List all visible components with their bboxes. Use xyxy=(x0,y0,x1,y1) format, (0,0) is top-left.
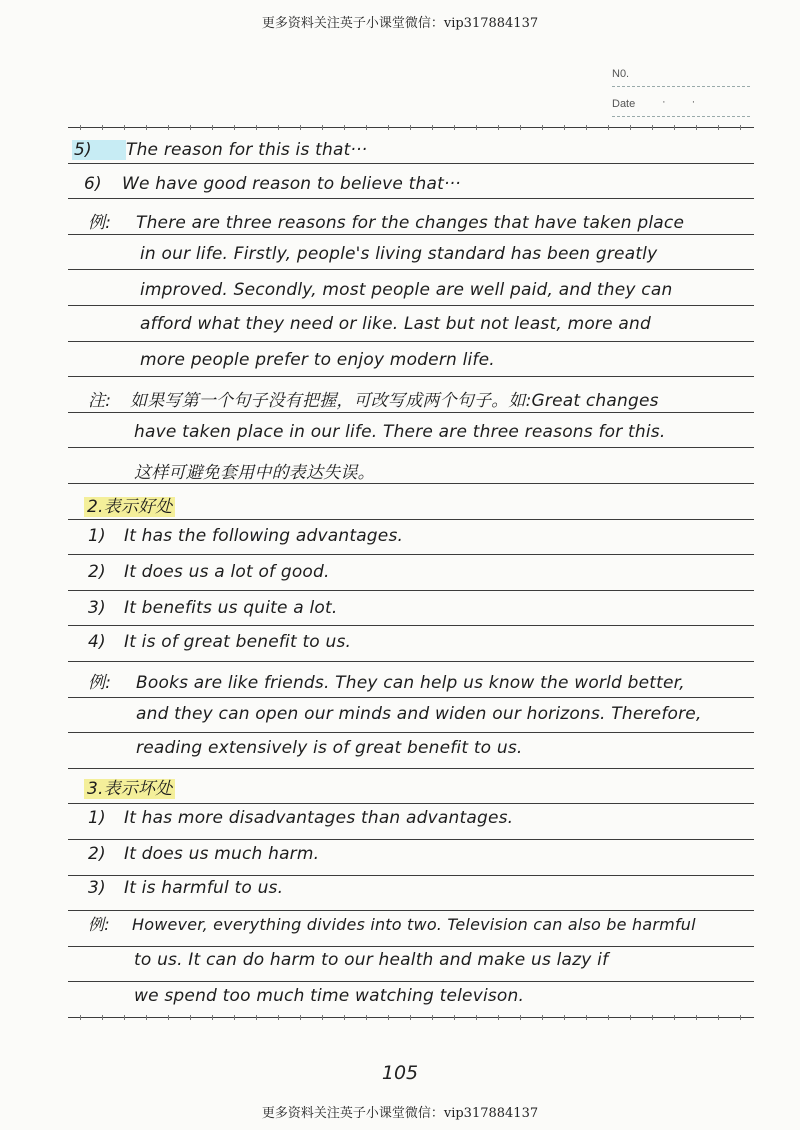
ruled-line xyxy=(68,163,754,164)
note-line-1: 注: 如果写第一个句子没有把握，可改写成两个句子。如:Great changes xyxy=(88,386,659,411)
item-label: 6) xyxy=(84,174,102,194)
ruled-line xyxy=(68,554,754,555)
date-dots: ·· xyxy=(662,96,722,108)
rule-tick xyxy=(476,125,477,130)
date-label: Date xyxy=(612,98,636,110)
example-1-line-4: afford what they need or like. Last but not least, more and xyxy=(140,314,651,334)
section-3-item-2: 2) It does us much harm. xyxy=(88,844,320,864)
ruled-line xyxy=(68,341,754,342)
rule-tick xyxy=(256,125,257,130)
section-2-title: 2.表示好处 xyxy=(84,492,175,517)
rule-tick xyxy=(542,125,543,130)
rule-tick xyxy=(344,1015,345,1020)
ruled-line xyxy=(68,447,754,448)
ruled-line xyxy=(68,483,754,484)
rule-tick xyxy=(300,1015,301,1020)
example-1-line-3: improved. Secondly, most people are well paid, and they can xyxy=(140,280,673,300)
section-2-example-line-3: reading extensively is of great benefit to us. xyxy=(136,738,523,758)
rule-tick xyxy=(212,125,213,130)
rule-tick xyxy=(366,125,367,130)
rule-tick xyxy=(168,1015,169,1020)
section-3-example-line-1: 例: However, everything divides into two. Television can also be harmful xyxy=(88,915,696,934)
section-3-title: 3.表示坏处 xyxy=(84,774,175,799)
rule-tick xyxy=(498,1015,499,1020)
rule-tick xyxy=(586,125,587,130)
watermark-top: 更多资料关注英子小课堂微信：vip317884137 xyxy=(261,16,539,31)
ruled-line xyxy=(68,661,754,662)
ruled-line xyxy=(68,981,754,982)
rule-tick xyxy=(322,1015,323,1020)
rule-tick xyxy=(696,1015,697,1020)
ruled-line xyxy=(68,697,754,698)
rule-tick xyxy=(652,1015,653,1020)
section-2-item-3: 3) It benefits us quite a lot. xyxy=(88,598,338,618)
ruled-line xyxy=(68,376,754,377)
rule-tick xyxy=(190,1015,191,1020)
rule-tick xyxy=(608,1015,609,1020)
ruled-line xyxy=(68,910,754,911)
ruled-line xyxy=(68,946,754,947)
number-label: N0. xyxy=(612,68,630,80)
rule-tick xyxy=(740,1015,741,1020)
example-1-line-5: more people prefer to enjoy modern life. xyxy=(140,350,495,370)
rule-tick xyxy=(234,1015,235,1020)
ruled-line xyxy=(68,412,754,413)
section-2-item-4: 4) It is of great benefit to us. xyxy=(88,632,352,652)
rule-tick xyxy=(256,1015,257,1020)
ruled-line xyxy=(68,732,754,733)
rule-tick xyxy=(410,1015,411,1020)
ruled-line xyxy=(68,198,754,199)
section-2-example-line-2: and they can open our minds and widen our horizons. Therefore, xyxy=(136,704,702,724)
rule-tick xyxy=(234,125,235,130)
rule-tick xyxy=(278,1015,279,1020)
rule-tick xyxy=(344,125,345,130)
ruled-line xyxy=(68,305,754,306)
rule-tick xyxy=(454,1015,455,1020)
rule-tick xyxy=(168,125,169,130)
rule-tick xyxy=(388,125,389,130)
ruled-line xyxy=(68,234,754,235)
rule-tick xyxy=(146,125,147,130)
rule-tick xyxy=(718,125,719,130)
ruled-line xyxy=(68,875,754,876)
ruled-line xyxy=(68,839,754,840)
rule-tick xyxy=(564,125,565,130)
section-3-item-3: 3) It is harmful to us. xyxy=(88,878,284,898)
rule-tick xyxy=(432,1015,433,1020)
number-dashed-line xyxy=(612,86,750,87)
rule-tick xyxy=(586,1015,587,1020)
rule-tick xyxy=(696,125,697,130)
section-2-example-line-1: 例: Books are like friends. They can help us know the world better, xyxy=(88,673,685,693)
ruled-line xyxy=(68,590,754,591)
rule-tick xyxy=(564,1015,565,1020)
rule-tick xyxy=(80,1015,81,1020)
rule-tick xyxy=(718,1015,719,1020)
rule-tick xyxy=(674,125,675,130)
item-text: The reason for this is that··· xyxy=(126,140,368,160)
note-line-3: 这样可避免套用中的表达失误。 xyxy=(134,463,375,483)
rule-tick xyxy=(674,1015,675,1020)
rule-tick xyxy=(520,1015,521,1020)
ruled-line xyxy=(68,269,754,270)
rule-tick xyxy=(432,125,433,130)
watermark-bottom: 更多资料关注英子小课堂微信：vip317884137 xyxy=(261,1106,539,1121)
rule-tick xyxy=(740,125,741,130)
section-3-example-line-3: we spend too much time watching televison. xyxy=(134,986,525,1006)
rule-tick xyxy=(630,1015,631,1020)
rule-tick xyxy=(366,1015,367,1020)
item-6 xyxy=(84,174,461,194)
item-label: 5) xyxy=(72,140,126,160)
section-2-item-2: 2) It does us a lot of good. xyxy=(88,562,330,582)
note-label: 注: xyxy=(88,391,112,411)
rule-tick xyxy=(498,125,499,130)
ruled-line xyxy=(68,803,754,804)
rule-tick xyxy=(322,125,323,130)
rule-tick xyxy=(80,125,81,130)
ruled-line xyxy=(68,625,754,626)
rule-tick xyxy=(476,1015,477,1020)
example-label: 例: xyxy=(88,213,112,233)
rule-tick xyxy=(278,125,279,130)
rule-tick xyxy=(102,125,103,130)
date-dashed-line xyxy=(612,116,750,117)
example-1-line-1: 例: There are three reasons for the changes that have taken place xyxy=(88,208,684,233)
ruled-line xyxy=(68,519,754,520)
rule-tick xyxy=(542,1015,543,1020)
rule-tick xyxy=(212,1015,213,1020)
ruled-line xyxy=(68,768,754,769)
rule-tick xyxy=(454,125,455,130)
item-text: We have good reason to believe that··· xyxy=(122,174,461,194)
rule-tick xyxy=(630,125,631,130)
rule-tick xyxy=(300,125,301,130)
rule-tick xyxy=(124,125,125,130)
section-2-item-1: 1) It has the following advantages. xyxy=(88,526,404,546)
page-number: 105 xyxy=(381,1062,419,1084)
rule-tick xyxy=(520,125,521,130)
note-line-2: have taken place in our life. There are three reasons for this. xyxy=(134,422,666,442)
rule-tick xyxy=(146,1015,147,1020)
rule-tick xyxy=(102,1015,103,1020)
rule-tick xyxy=(608,125,609,130)
rule-tick xyxy=(388,1015,389,1020)
rule-tick xyxy=(410,125,411,130)
item-5 xyxy=(72,140,367,160)
section-3-example-line-2: to us. It can do harm to our health and make us lazy if xyxy=(134,950,609,970)
rule-tick xyxy=(190,125,191,130)
rule-tick xyxy=(652,125,653,130)
example-1-line-2: in our life. Firstly, people's living standard has been greatly xyxy=(140,244,658,264)
section-3-item-1: 1) It has more disadvantages than advantages. xyxy=(88,808,514,828)
rule-tick xyxy=(124,1015,125,1020)
